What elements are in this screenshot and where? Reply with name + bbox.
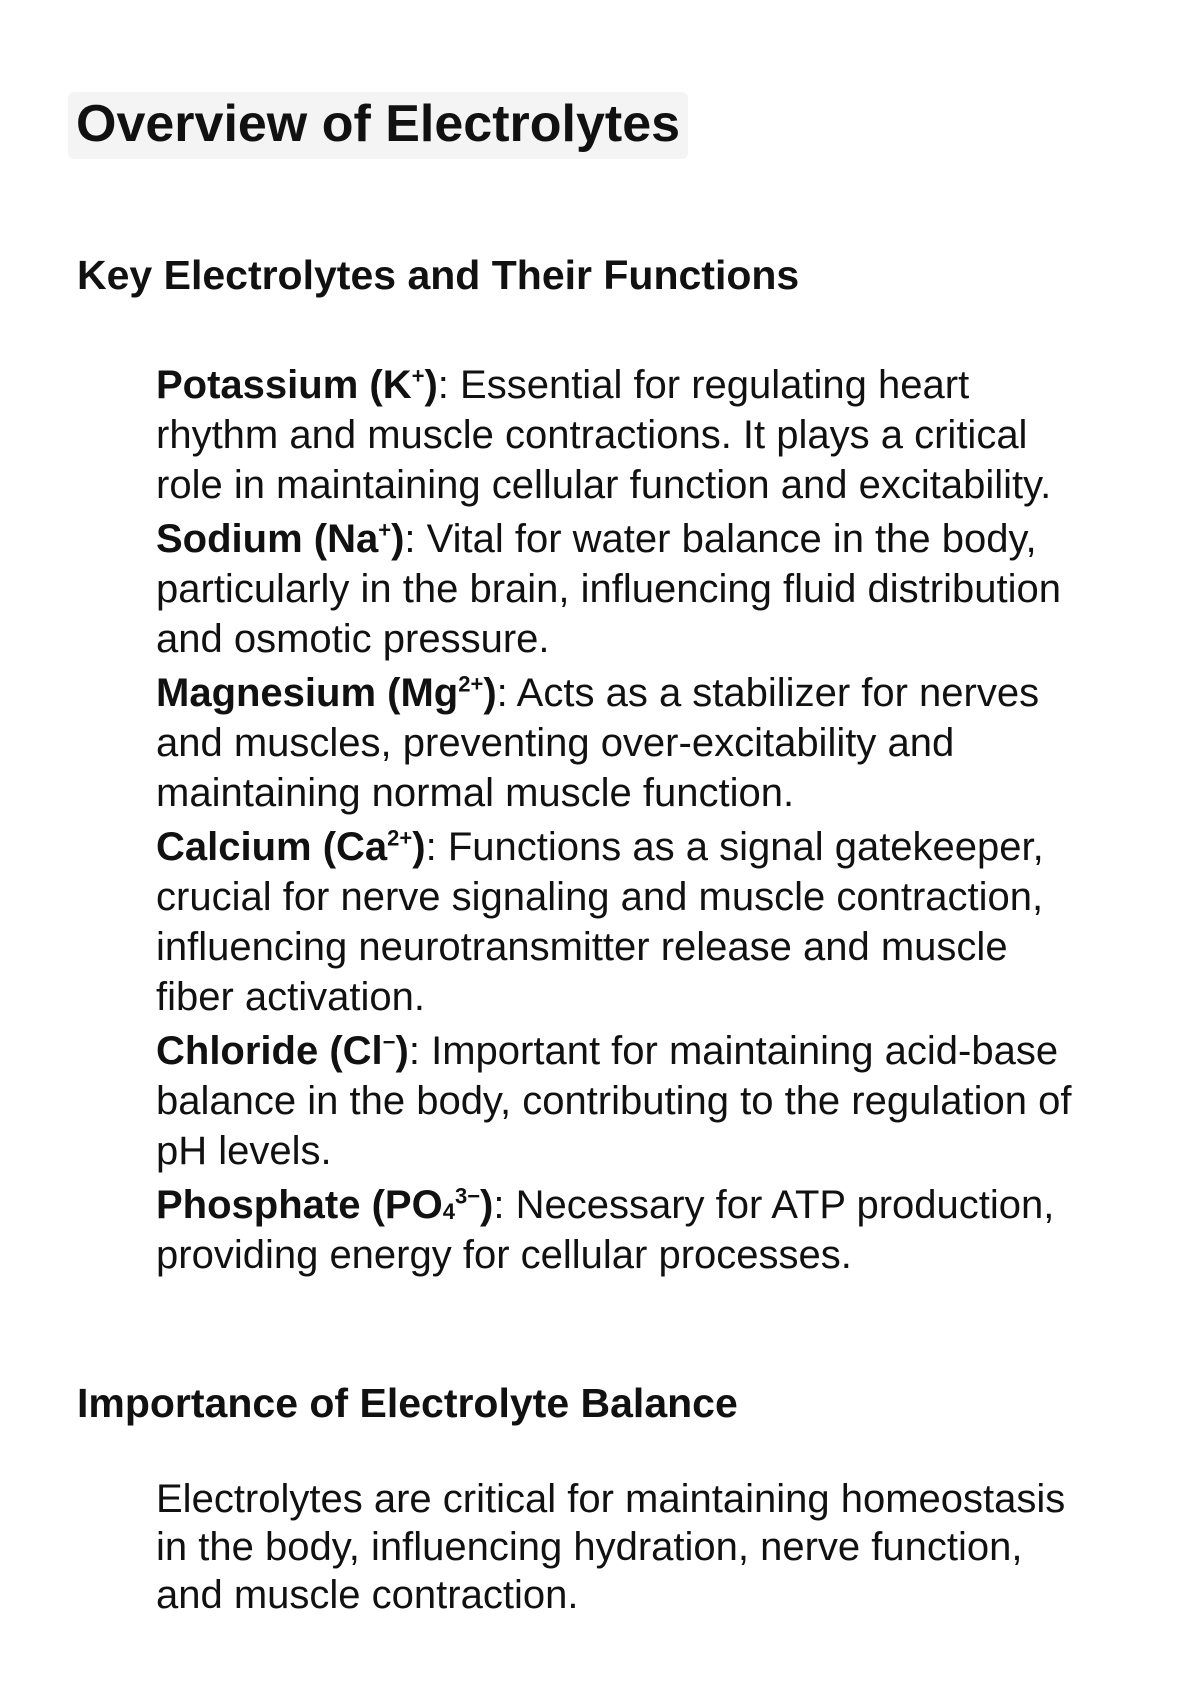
electrolyte-name-close: )	[480, 1183, 494, 1227]
electrolyte-name	[156, 825, 426, 869]
electrolyte-name-close: )	[395, 1029, 409, 1073]
electrolyte-description: : Vital for water balance in the body, particularly in the brain, influencing fluid distribution and osmotic pressure.	[156, 517, 1061, 661]
electrolyte-description: : Important for maintaining acid-base balance in the body, contributing to the regulation of pH levels.	[156, 1029, 1072, 1173]
list-item-sodium	[156, 514, 1076, 664]
page-title: Overview of Electrolytes	[68, 92, 688, 159]
electrolyte-name-text: Calcium (Ca	[156, 825, 388, 869]
list-item-magnesium	[156, 668, 1076, 818]
electrolyte-name	[156, 671, 497, 715]
electrolyte-name-text: Chloride (Cl	[156, 1029, 383, 1073]
electrolyte-name	[156, 363, 438, 407]
list-item-phosphate	[156, 1180, 1076, 1280]
electrolyte-name	[156, 1183, 493, 1227]
electrolyte-name-close: )	[483, 671, 497, 715]
ion-charge: 2+	[387, 825, 413, 851]
electrolyte-name	[156, 517, 404, 561]
electrolyte-name	[156, 1029, 409, 1073]
ion-charge: 3−	[454, 1183, 481, 1209]
electrolyte-description: : Essential for regulating heart rhythm and muscle contractions. It plays a critical role in maintaining cellular function and excitability.	[156, 363, 1052, 507]
list-item-calcium	[156, 822, 1076, 1022]
electrolyte-name-close: )	[391, 517, 405, 561]
electrolyte-name-text: Sodium (Na	[156, 517, 379, 561]
electrolyte-description: : Acts as a stabilizer for nerves and muscles, preventing over-excitability and maintaining normal muscle function.	[156, 671, 1040, 815]
ion-subscript: 4	[442, 1199, 455, 1225]
ion-charge: +	[378, 517, 392, 543]
list-item-potassium	[156, 360, 1076, 510]
ion-charge: 2+	[458, 671, 484, 697]
electrolyte-description: : Functions as a signal gatekeeper, crucial for nerve signaling and muscle contraction, influencing neurotransmitter release and muscle fiber activation.	[156, 825, 1044, 1019]
section-heading-importance: Importance of Electrolyte Balance	[77, 1380, 738, 1426]
electrolyte-name-close: )	[424, 363, 438, 407]
list-item-chloride	[156, 1026, 1076, 1176]
section-heading-key-electrolytes: Key Electrolytes and Their Functions	[77, 252, 800, 298]
electrolyte-description: : Necessary for ATP production, providing energy for cellular processes.	[156, 1183, 1055, 1277]
electrolyte-name-close: )	[412, 825, 426, 869]
electrolyte-name-text: Magnesium (Mg	[156, 671, 459, 715]
electrolyte-name-text: Phosphate (PO	[156, 1183, 443, 1227]
ion-charge: +	[411, 363, 425, 389]
importance-paragraph: Electrolytes are critical for maintaining homeostasis in the body, influencing hydration, nerve function, and muscle contraction.	[156, 1477, 1066, 1617]
electrolyte-name-text: Potassium (K	[156, 363, 412, 407]
electrolyte-list	[156, 360, 1076, 1284]
ion-charge: −	[382, 1029, 396, 1055]
